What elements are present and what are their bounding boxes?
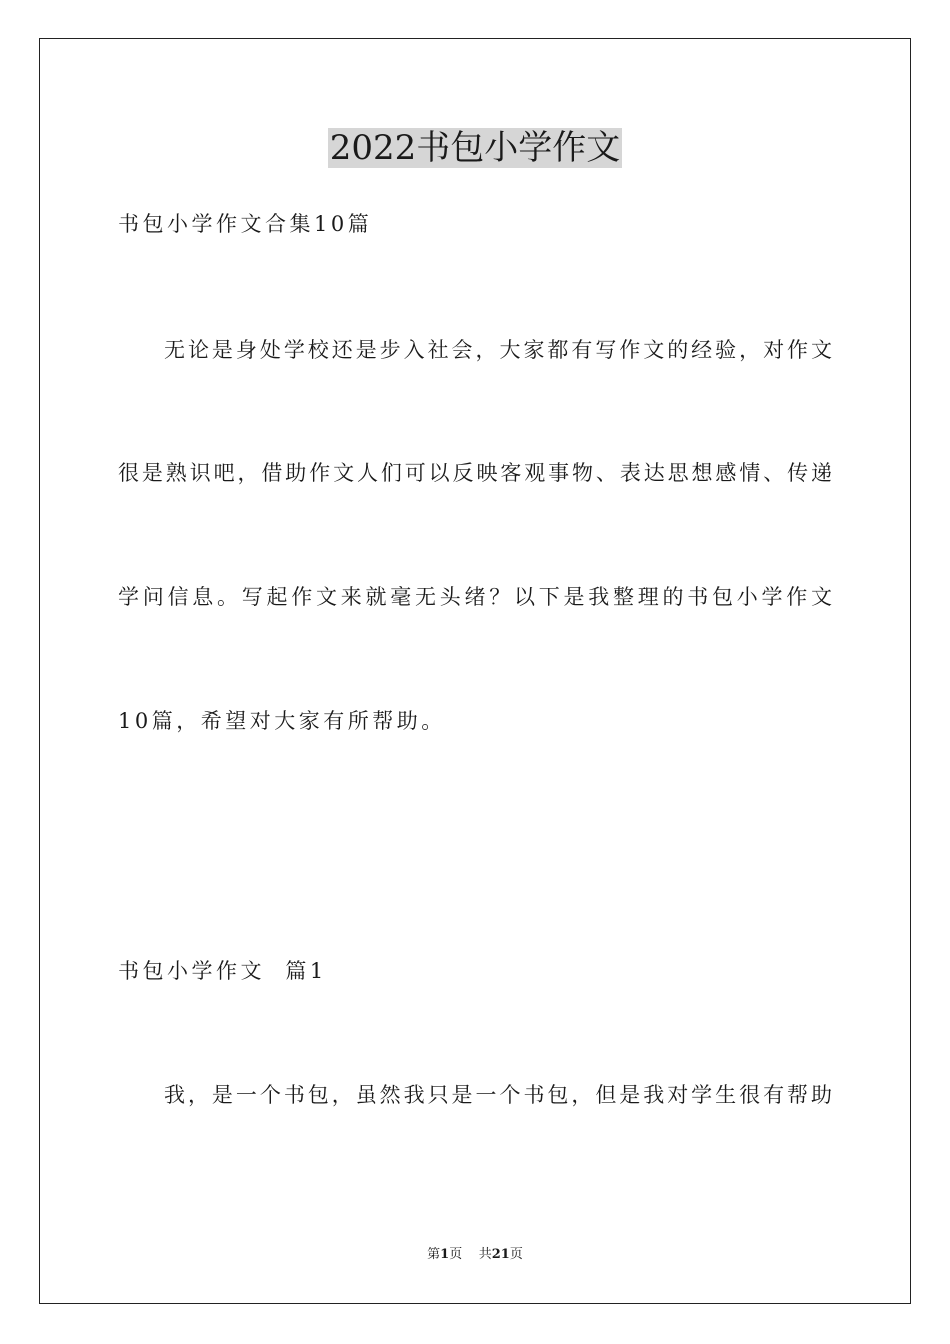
section-first-line: 我，是一个书包，虽然我只是一个书包，但是我对学生很有帮助 — [164, 1083, 832, 1107]
intro-line-2: 很是熟识吧，借助作文人们可以反映客观事物、表达思想感情、传递 — [118, 461, 832, 485]
footer-page-prefix: 第 — [427, 1247, 441, 1262]
intro-line-1: 无论是身处学校还是步入社会，大家都有写作文的经验，对作文 — [164, 338, 832, 362]
intro-line-3: 学问信息。写起作文来就毫无头绪？以下是我整理的书包小学作文 — [118, 585, 832, 609]
footer-page-suffix: 页 — [449, 1247, 463, 1262]
page-footer — [0, 1246, 950, 1264]
section-heading: 书包小学作文 篇1 — [118, 959, 327, 983]
footer-total-prefix: 共 — [478, 1247, 492, 1262]
document-title — [0, 126, 950, 170]
footer-page-number: 1 — [440, 1247, 450, 1262]
document-subtitle: 书包小学作文合集10篇 — [118, 212, 373, 236]
intro-line-4: 10篇，希望对大家有所帮助。 — [118, 709, 446, 733]
footer-total-pages: 21 — [491, 1247, 510, 1262]
document-title-text: 2022书包小学作文 — [329, 128, 621, 168]
footer-total-suffix: 页 — [509, 1247, 523, 1262]
